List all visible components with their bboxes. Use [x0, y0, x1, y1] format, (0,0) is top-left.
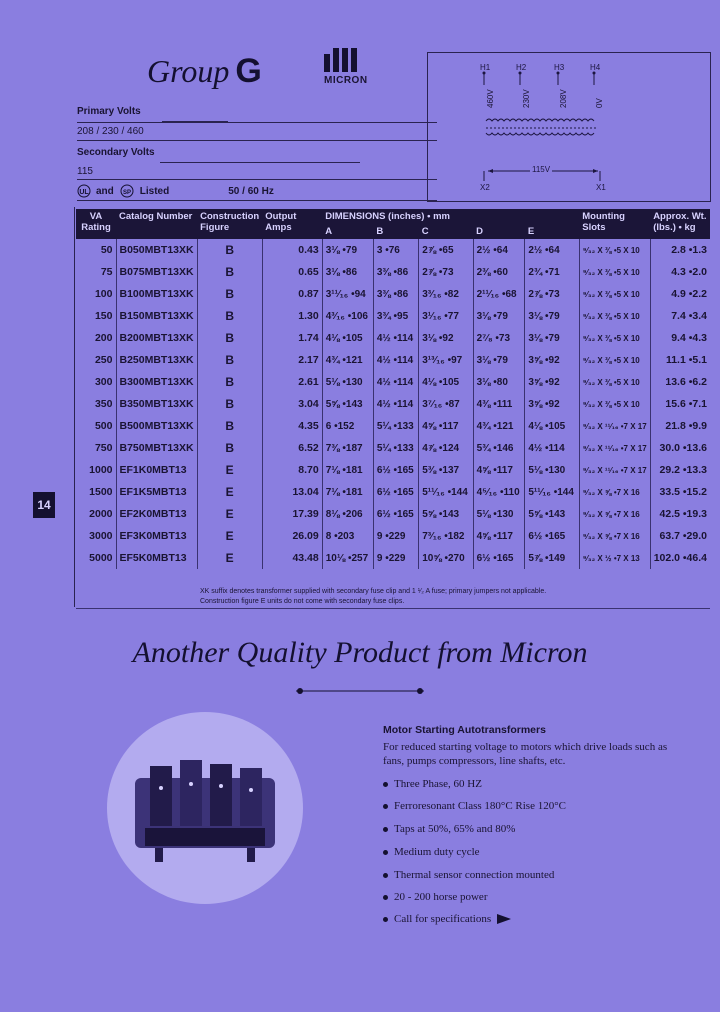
cell-amps: 6.52	[262, 437, 322, 459]
col-c: C	[419, 224, 473, 239]
terminal-h3: H3	[554, 63, 565, 72]
cell-cat: EF1K5MBT13	[116, 481, 197, 503]
cell-fig: B	[197, 437, 262, 459]
table-row	[76, 283, 710, 305]
cell-b: 3⅜ •86	[373, 283, 418, 305]
col-amps: Output Amps	[262, 209, 322, 239]
cell-slots: ⁹⁄₃₂ X ⅜ •5 X 10	[579, 261, 650, 283]
group-word: Group	[147, 53, 230, 89]
cell-va: 500	[94, 420, 113, 432]
cell-va: 3000	[89, 530, 113, 542]
cell-a: 5⅝ •143	[322, 393, 373, 415]
bullet-text: Ferroresonant Class 180°C Rise 120°C	[394, 800, 566, 812]
cell-c: 3¹³⁄₁₆ •97	[419, 349, 473, 371]
secondary-voltage: 115V	[532, 165, 551, 174]
cell-amps: 2.61	[262, 371, 322, 393]
group-letter: G	[235, 52, 262, 90]
cell-amps: 8.70	[262, 459, 322, 481]
note-2: Construction figure E units do not come with secondary fuse clips.	[200, 598, 405, 605]
cell-e: 3⅝ •92	[525, 393, 579, 415]
bullet-text: Three Phase, 60 HZ	[394, 778, 482, 790]
cell-d: 6½ •165	[473, 547, 525, 569]
cell-wt: 42.5 •19.3	[650, 503, 710, 525]
table-row	[76, 503, 710, 525]
cell-slots: ⁹⁄₃₂ X ⅜ •5 X 10	[579, 371, 650, 393]
cell-amps: 1.74	[262, 327, 322, 349]
cell-amps: 4.35	[262, 415, 322, 437]
table-row	[76, 481, 710, 503]
cell-fig: B	[197, 261, 262, 283]
cell-a: 6 •152	[322, 415, 373, 437]
col-weight: Approx. Wt. (lbs.) • kg	[650, 209, 710, 239]
cell-slots: ⁹⁄₃₂ X ⅜ •5 X 10	[579, 239, 650, 261]
cell-c: 4⅞ •124	[419, 437, 473, 459]
cell-e: 6½ •165	[525, 525, 579, 547]
cell-e: 2⅞ •73	[525, 283, 579, 305]
cell-cat: B250MBT13XK	[116, 349, 197, 371]
cell-va: 750	[94, 442, 113, 454]
frequency-text: 50 / 60 Hz	[228, 185, 274, 197]
tap-460v: 460V	[486, 89, 495, 108]
cell-va: 5000	[89, 552, 113, 564]
cell-slots: ⁹⁄₃₂ X ⅜ •5 X 10	[579, 393, 650, 415]
bullet-item	[383, 891, 487, 903]
cell-amps: 13.04	[262, 481, 322, 503]
csa-logo-icon	[119, 184, 135, 198]
cell-amps: 43.48	[262, 547, 322, 569]
terminal-x1: X1	[596, 183, 606, 192]
cell-d: 4¾ •121	[473, 415, 525, 437]
cell-c: 5¹¹⁄₁₆ •144	[419, 481, 473, 503]
cell-amps: 1.30	[262, 305, 322, 327]
cell-b: 6½ •165	[373, 481, 418, 503]
cell-va: 150	[94, 310, 113, 322]
bullet-dot-icon	[383, 873, 388, 878]
bullet-text: 20 - 200 horse power	[394, 891, 488, 903]
cell-slots: ⁹⁄₃₂ X ⅜ •5 X 10	[579, 349, 650, 371]
cell-d: 3⅛ •79	[473, 305, 525, 327]
cell-e: 5¹¹⁄₁₆ •144	[525, 481, 579, 503]
cell-amps: 0.43	[262, 239, 322, 261]
cell-slots: ⁹⁄₃₂ X ½ •7 X 13	[579, 547, 650, 569]
bullet-item	[383, 778, 482, 790]
cell-va: 200	[94, 332, 113, 344]
cell-c: 4⅝ •117	[419, 415, 473, 437]
cell-b: 3¾ •95	[373, 305, 418, 327]
micron-logo	[324, 48, 368, 86]
cell-wt: 33.5 •15.2	[650, 481, 710, 503]
cell-slots: ⁹⁄₃₂ X ¹¹⁄₁₆ •7 X 17	[579, 415, 650, 437]
bullet-item[interactable]	[383, 913, 511, 925]
bullet-text: Call for specifications	[394, 913, 492, 925]
cell-cat: EF1K0MBT13	[116, 459, 197, 481]
cell-e: 3⅝ •92	[525, 349, 579, 371]
svg-text:UL: UL	[79, 189, 89, 196]
col-slots: Mounting Slots	[579, 209, 650, 239]
cell-e: 2¾ •71	[525, 261, 579, 283]
secondary-volts-label: Secondary Volts	[77, 147, 155, 158]
cell-va: 250	[94, 354, 113, 366]
cell-d: 2¹¹⁄₁₆ •68	[473, 283, 525, 305]
ul-logo-icon	[77, 184, 91, 198]
cell-c: 2⅞ •65	[419, 239, 473, 261]
cell-d: 4⁵⁄₁₆ •110	[473, 481, 525, 503]
terminal-h4: H4	[590, 63, 601, 72]
primary-volts-value: 208 / 230 / 460	[77, 126, 144, 137]
cell-amps: 0.65	[262, 261, 322, 283]
cell-wt: 13.6 •6.2	[650, 371, 710, 393]
cell-d: 3⅛ •79	[473, 349, 525, 371]
cell-a: 7⅛ •181	[322, 459, 373, 481]
table-notes	[200, 587, 546, 607]
cell-cat: B750MBT13XK	[116, 437, 197, 459]
cell-slots: ⁹⁄₃₂ X ⅝ •7 X 16	[579, 525, 650, 547]
cell-d: 4⅝ •117	[473, 459, 525, 481]
cell-va: 350	[94, 398, 113, 410]
cell-cat: B350MBT13XK	[116, 393, 197, 415]
cell-a: 8 •203	[322, 525, 373, 547]
cell-wt: 11.1 •5.1	[650, 349, 710, 371]
cell-d: 5⅛ •130	[473, 503, 525, 525]
cell-fig: B	[197, 327, 262, 349]
cell-slots: ⁹⁄₃₂ X ⅝ •7 X 16	[579, 503, 650, 525]
cell-e: 5⅛ •130	[525, 459, 579, 481]
table-row	[76, 239, 710, 261]
cell-a: 7⅛ •181	[322, 481, 373, 503]
cell-wt: 4.3 •2.0	[650, 261, 710, 283]
terminal-h2: H2	[516, 63, 527, 72]
cell-slots: ⁹⁄₃₂ X ⅝ •7 X 16	[579, 481, 650, 503]
cell-b: 9 •229	[373, 547, 418, 569]
cell-wt: 4.9 •2.2	[650, 283, 710, 305]
cell-cat: B150MBT13XK	[116, 305, 197, 327]
cell-slots: ⁹⁄₃₂ X ⅜ •5 X 10	[579, 305, 650, 327]
table-row	[76, 459, 710, 481]
cell-a: 10⅛ •257	[322, 547, 373, 569]
cell-wt: 2.8 •1.3	[650, 239, 710, 261]
cell-b: 4½ •114	[373, 327, 418, 349]
cell-wt: 102.0 •46.4	[650, 547, 710, 569]
bullet-dot-icon	[383, 827, 388, 832]
cell-cat: EF5K0MBT13	[116, 547, 197, 569]
certification-line	[77, 184, 274, 198]
autotransformer-photo	[105, 708, 305, 908]
cell-e: 5⅝ •143	[525, 503, 579, 525]
cell-fig: E	[197, 481, 262, 503]
cell-e: 3⅝ •92	[525, 371, 579, 393]
cell-slots: ⁹⁄₃₂ X ¹¹⁄₁₆ •7 X 17	[579, 459, 650, 481]
cell-d: 5¾ •146	[473, 437, 525, 459]
bullet-item	[383, 823, 515, 835]
svg-text:SP: SP	[122, 190, 131, 196]
cell-cat: B200MBT13XK	[116, 327, 197, 349]
col-catalog: Catalog Number	[116, 209, 197, 239]
cell-wt: 9.4 •4.3	[650, 327, 710, 349]
col-b: B	[373, 224, 418, 239]
bullet-item	[383, 869, 554, 881]
table-row	[76, 547, 710, 569]
winding-drawing	[428, 53, 710, 201]
cell-c: 5⅜ •137	[419, 459, 473, 481]
cell-e: 4½ •114	[525, 437, 579, 459]
bullet-dot-icon	[383, 804, 388, 809]
cell-d: 4⅝ •117	[473, 525, 525, 547]
cell-c: 3¹⁄₁₆ •77	[419, 305, 473, 327]
bullet-text: Taps at 50%, 65% and 80%	[394, 823, 516, 835]
cell-amps: 2.17	[262, 349, 322, 371]
cell-fig: E	[197, 459, 262, 481]
cell-amps: 17.39	[262, 503, 322, 525]
col-e: E	[525, 224, 579, 239]
cell-a: 3⅛ •79	[322, 239, 373, 261]
cell-a: 8⅛ •206	[322, 503, 373, 525]
bullet-dot-icon	[383, 850, 388, 855]
cell-b: 6½ •165	[373, 459, 418, 481]
cell-slots: ⁹⁄₃₂ X ¹¹⁄₁₆ •7 X 17	[579, 437, 650, 459]
brand-name: MICRON	[324, 75, 368, 86]
logo-mark-icon	[324, 48, 368, 72]
cell-d: 2⅜ •60	[473, 261, 525, 283]
cell-cat: EF2K0MBT13	[116, 503, 197, 525]
cell-a: 7⅜ •187	[322, 437, 373, 459]
cell-b: 4½ •114	[373, 371, 418, 393]
cell-va: 2000	[89, 508, 113, 520]
spec-table	[76, 209, 710, 569]
arrow-right-icon	[497, 914, 511, 924]
cell-fig: B	[197, 305, 262, 327]
cell-cat: B075MBT13XK	[116, 261, 197, 283]
cell-c: 3⁷⁄₁₆ •87	[419, 393, 473, 415]
col-a: A	[322, 224, 373, 239]
cell-wt: 21.8 •9.9	[650, 415, 710, 437]
cell-a: 5⅛ •130	[322, 371, 373, 393]
motor-description: For reduced starting voltage to motors which drive loads such as fans, pumps compressors, line shafts, etc.	[383, 741, 668, 767]
wiring-diagram	[427, 52, 711, 202]
cell-wt: 63.7 •29.0	[650, 525, 710, 547]
cell-c: 10⅝ •270	[419, 547, 473, 569]
cell-cat: B050MBT13XK	[116, 239, 197, 261]
cell-e: 5⅞ •149	[525, 547, 579, 569]
table-row	[76, 349, 710, 371]
cell-va: 100	[94, 288, 113, 300]
secondary-volts-value: 115	[77, 166, 93, 177]
col-d: D	[473, 224, 525, 239]
and-text: and	[96, 185, 114, 197]
cell-c: 2⅞ •73	[419, 261, 473, 283]
cell-amps: 3.04	[262, 393, 322, 415]
cell-e: 3⅛ •79	[525, 305, 579, 327]
cell-b: 5¼ •133	[373, 415, 418, 437]
cell-a: 3¹¹⁄₁₆ •94	[322, 283, 373, 305]
bullet-dot-icon	[383, 782, 388, 787]
col-figure: Construction Figure	[197, 209, 262, 239]
cell-slots: ⁹⁄₃₂ X ⅜ •5 X 10	[579, 327, 650, 349]
cell-cat: B500MBT13XK	[116, 415, 197, 437]
cell-fig: B	[197, 283, 262, 305]
table-row	[76, 327, 710, 349]
bullet-dot-icon	[383, 895, 388, 900]
cell-e: 4⅛ •105	[525, 415, 579, 437]
cell-fig: E	[197, 547, 262, 569]
cell-a: 3⅛ •86	[322, 261, 373, 283]
cell-e: 2½ •64	[525, 239, 579, 261]
cell-c: 7³⁄₁₆ •182	[419, 525, 473, 547]
bullet-dot-icon	[383, 917, 388, 922]
table-row	[76, 415, 710, 437]
col-va: VA Rating	[76, 209, 116, 239]
table-row	[76, 371, 710, 393]
bullet-item	[383, 846, 480, 858]
cell-wt: 15.6 •7.1	[650, 393, 710, 415]
col-dimensions: DIMENSIONS (inches) • mm	[322, 209, 579, 224]
tagline: Another Quality Product from Micron	[132, 636, 588, 669]
cell-b: 5¼ •133	[373, 437, 418, 459]
cell-va: 50	[100, 244, 113, 256]
table-row	[76, 305, 710, 327]
cell-cat: B300MBT13XK	[116, 371, 197, 393]
cell-b: 9 •229	[373, 525, 418, 547]
cell-a: 4⅛ •105	[322, 327, 373, 349]
cell-a: 4³⁄₁₆ •106	[322, 305, 373, 327]
cell-d: 2½ •64	[473, 239, 525, 261]
terminal-x2: X2	[480, 183, 490, 192]
ornament-divider	[296, 686, 424, 696]
table-row	[76, 393, 710, 415]
motor-title: Motor Starting Autotransformers	[383, 724, 546, 736]
cell-wt: 29.2 •13.3	[650, 459, 710, 481]
cell-c: 4⅛ •105	[419, 371, 473, 393]
cell-va: 1500	[89, 486, 113, 498]
cell-cat: EF3K0MBT13	[116, 525, 197, 547]
cell-fig: B	[197, 393, 262, 415]
table-row	[76, 525, 710, 547]
group-title	[147, 52, 262, 91]
primary-volts-label: Primary Volts	[77, 106, 141, 117]
listed-text: Listed	[139, 185, 170, 197]
cell-e: 3⅛ •79	[525, 327, 579, 349]
cell-amps: 0.87	[262, 283, 322, 305]
cell-va: 300	[94, 376, 113, 388]
bullet-item	[383, 800, 566, 812]
cell-fig: B	[197, 415, 262, 437]
cell-fig: B	[197, 371, 262, 393]
cell-d: 2⁷⁄₈ •73	[473, 327, 525, 349]
terminal-h1: H1	[480, 63, 491, 72]
cell-fig: E	[197, 525, 262, 547]
cell-b: 3⅜ •86	[373, 261, 418, 283]
bullet-text: Thermal sensor connection mounted	[394, 869, 555, 881]
cell-va: 1000	[89, 464, 113, 476]
cell-c: 3³⁄₁₆ •82	[419, 283, 473, 305]
cell-wt: 30.0 •13.6	[650, 437, 710, 459]
cell-wt: 7.4 •3.4	[650, 305, 710, 327]
cell-b: 4½ •114	[373, 393, 418, 415]
cell-a: 4¾ •121	[322, 349, 373, 371]
tap-230v: 230V	[522, 89, 531, 108]
page-number: 14	[33, 492, 55, 518]
cell-cat: B100MBT13XK	[116, 283, 197, 305]
cell-amps: 26.09	[262, 525, 322, 547]
table-row	[76, 261, 710, 283]
cell-fig: E	[197, 503, 262, 525]
tap-0v: 0V	[595, 98, 604, 108]
cell-b: 6½ •165	[373, 503, 418, 525]
cell-d: 4⅜ •111	[473, 393, 525, 415]
cell-va: 75	[100, 266, 113, 278]
cell-c: 3⅛ •92	[419, 327, 473, 349]
cell-fig: B	[197, 349, 262, 371]
bullet-text: Medium duty cycle	[394, 846, 480, 858]
tap-208v: 208V	[559, 89, 568, 108]
table-header-row	[76, 209, 710, 224]
cell-fig: B	[197, 239, 262, 261]
cell-c: 5⅝ •143	[419, 503, 473, 525]
cell-b: 3 •76	[373, 239, 418, 261]
cell-d: 3⅛ •80	[473, 371, 525, 393]
cell-slots: ⁹⁄₃₂ X ⅜ •5 X 10	[579, 283, 650, 305]
cell-b: 4½ •114	[373, 349, 418, 371]
table-row	[76, 437, 710, 459]
note-1: XK suffix denotes transformer supplied with secondary fuse clip and 1 ¹⁄₂ A fuse; primary jumpers not applicable.	[200, 588, 547, 595]
